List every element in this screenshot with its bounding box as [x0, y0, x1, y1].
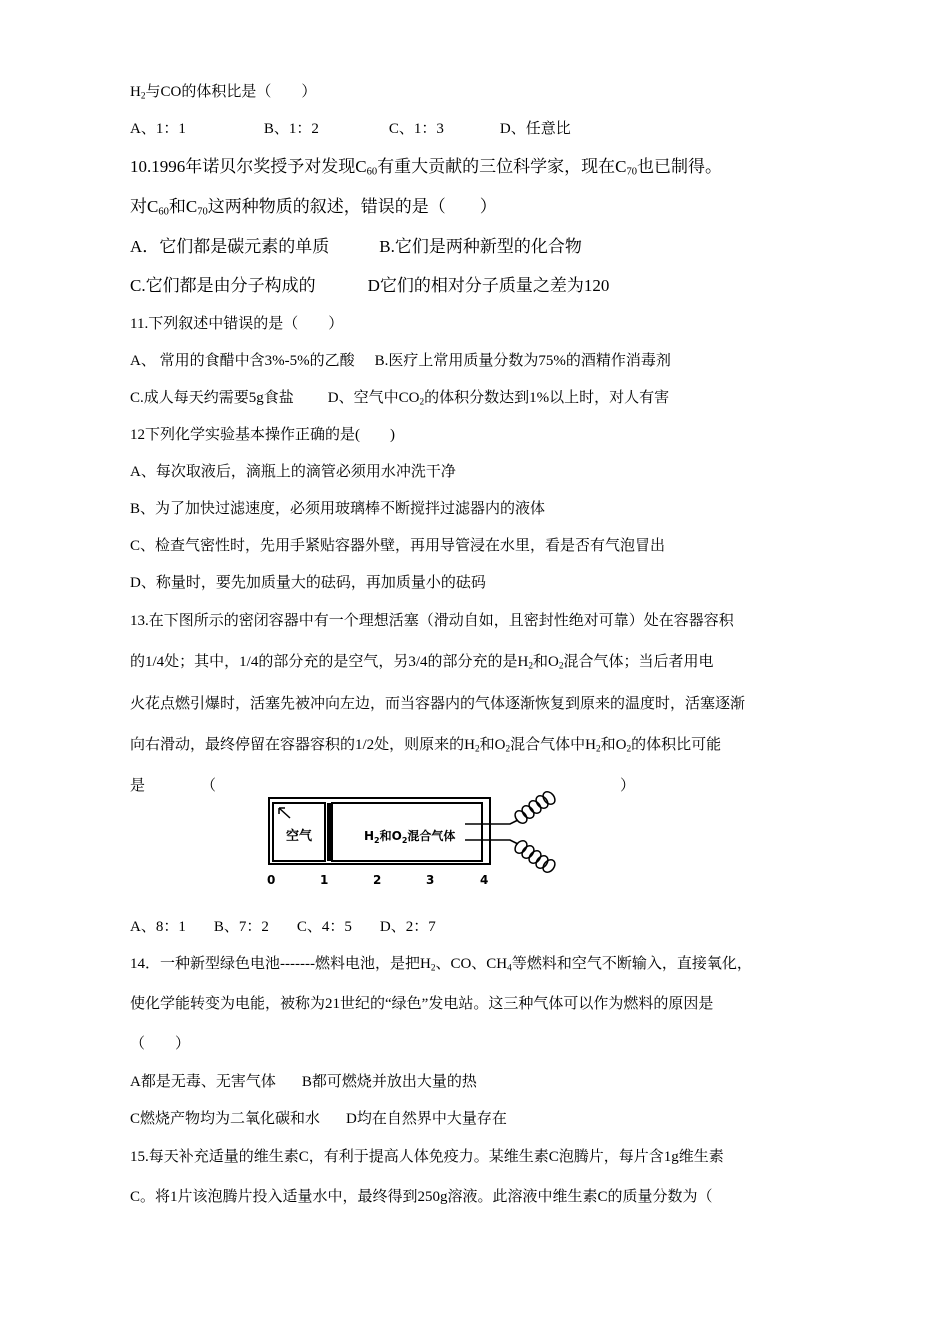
q13-stem-2: 的1/4处；其中，1/4的部分充的是空气，另3/4的部分充的是$H_2$和$O_2$混合气体；当后者用电 [130, 654, 714, 672]
q15-stem-1: 15.每天补充适量的维生素C，有利于提高人体免疫力。某维生素C泡腾片，每片含1g维生素 [130, 1149, 724, 1165]
air-label: 空气 [286, 829, 313, 844]
q11-option-c: C.成人每天约需要5g食盐 [130, 390, 294, 406]
q14-options-ab [130, 1072, 477, 1092]
q11-options-cd [130, 388, 669, 408]
q14-stem-2: 使化学能转变为电能，被称为21世纪的“绿色”发电站。这三种气体可以作为燃料的原因是 [130, 996, 714, 1012]
scale-tick-3: 3 [426, 873, 435, 887]
q14-stem-1: 14．一种新型绿色电池-------燃料电池，是把$H_2$、CO、$CH_4$等燃料和空气不断输入，直接氧化， [130, 956, 752, 974]
q9-option-c: C、1：3 [388, 121, 444, 137]
q10-option-d: D它们的相对分子质量之差为120 [367, 276, 610, 295]
q9-option-d: D、任意比 [499, 121, 571, 137]
piston-container-diagram [260, 790, 580, 890]
gas-mixture-label: $H_2$和$O_2$混合气体 [364, 829, 456, 845]
q11-option-a: A、 常用的食醋中含3%-5%的乙酸 [130, 353, 355, 369]
q10-option-b: B.它们是两种新型的化合物 [379, 237, 582, 256]
q12-option-b: B、为了加快过滤速度，必须用玻璃棒不断搅拌过滤器内的液体 [130, 501, 546, 517]
q10-option-a: A．它们都是碳元素的单质 [130, 237, 330, 256]
q12-option-d: D、称量时，要先加质量大的砝码，再加质量小的砝码 [130, 575, 486, 591]
lower-electrode [465, 840, 518, 844]
q11-stem: 11.下列叙述中错误的是（ ） [130, 316, 344, 332]
q13-stem-5: 是 （ ） [130, 778, 636, 794]
q13-option-b: B、7：2 [213, 919, 269, 935]
q12-stem: 12下列化学实验基本操作正确的是( ) [130, 427, 395, 443]
q14-stem-3: （ ） [130, 1036, 191, 1052]
q13-stem-3: 火花点燃引爆时，活塞先被冲向左边，而当容器内的气体逐渐恢复到原来的温度时，活塞逐渐 [130, 696, 746, 712]
q13-option-a: A、8：1 [130, 919, 186, 935]
q9-option-a: A、1：1 [130, 121, 186, 137]
q9-option-b: B、1：2 [263, 121, 319, 137]
q11-options-ab [130, 351, 671, 371]
q15-stem-2: C。将1片该泡腾片投入适量水中，最终得到250g溶液。此溶液中维生素C的质量分数为（ [130, 1189, 713, 1205]
upper-coil-icon [513, 790, 558, 826]
q13-options [130, 917, 436, 937]
q14-option-d: D均在自然界中大量存在 [346, 1111, 507, 1127]
q12-option-a: A、每次取液后，滴瓶上的滴管必须用水冲洗干净 [130, 464, 456, 480]
q13-option-c: C、4：5 [296, 919, 352, 935]
scale-tick-2: 2 [373, 873, 382, 887]
q11-option-b: B.医疗上常用质量分数为75%的酒精作消毒剂 [374, 353, 671, 369]
q10-options-cd [130, 275, 609, 297]
q13-option-d: D、2：7 [379, 919, 436, 935]
q11-option-d: D、空气中$CO_2$的体积分数达到1%以上时，对人有害 [327, 390, 670, 408]
scale-tick-4: 4 [480, 873, 489, 887]
q12-option-c: C、检查气密性时，先用手紧贴容器外壁，再用导管浸在水里，看是否有气泡冒出 [130, 538, 666, 554]
q9-options [130, 119, 571, 139]
pointer-arrow-icon [279, 808, 290, 818]
q10-options-ab [130, 236, 582, 258]
scale-tick-0: 0 [267, 873, 276, 887]
scale-tick-1: 1 [320, 873, 329, 887]
q14-option-b: B都可燃烧并放出大量的热 [301, 1074, 477, 1090]
q14-options-cd [130, 1109, 507, 1129]
q14-option-a: A都是无毒、无害气体 [130, 1074, 276, 1090]
piston [327, 803, 331, 861]
lower-coil-icon [513, 838, 558, 874]
upper-electrode [465, 820, 518, 824]
q10-stem-1: 10.1996年诺贝尔奖授予对发现$C_{60}$有重大贡献的三位科学家，现在$C_{70}$也已制得。 [130, 157, 722, 178]
q10-stem-2: 对$C_{60}$和$C_{70}$这两种物质的叙述，错误的是（ ） [130, 197, 497, 218]
q9-tail: $H_2$与CO的体积比是（ ） [130, 84, 317, 102]
q13-stem-1: 13.在下图所示的密闭容器中有一个理想活塞（滑动自如，且密封性绝对可靠）处在容器容积 [130, 613, 734, 629]
q14-option-c: C燃烧产物均为二氧化碳和水 [130, 1111, 321, 1127]
q13-stem-4: 向右滑动，最终停留在容器容积的1/2处，则原来的$H_2$和$O_2$混合气体中$H_2$和$O_2$的体积比可能 [130, 737, 722, 755]
q10-option-c: C.它们都是由分子构成的 [130, 276, 316, 295]
